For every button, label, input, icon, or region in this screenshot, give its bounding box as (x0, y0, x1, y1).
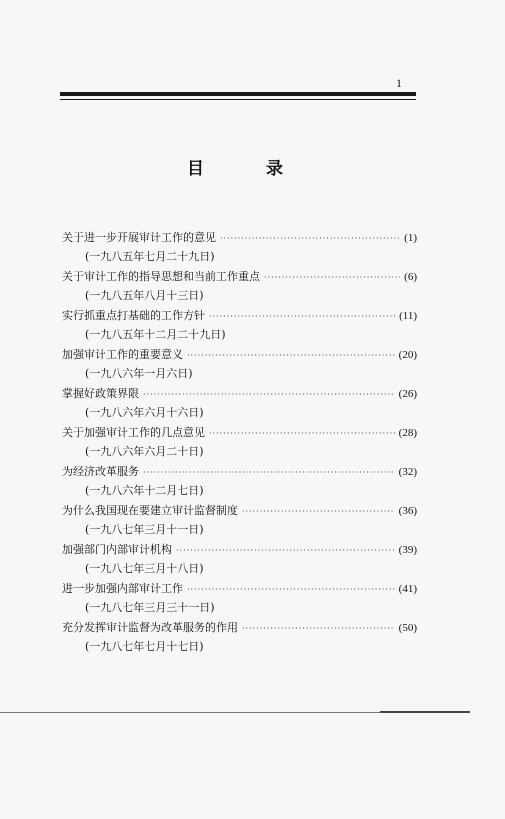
toc-entry-date: (一九八六年一月六日) (85, 367, 193, 380)
dot-leader (143, 463, 395, 482)
toc-entry[interactable] (62, 384, 417, 423)
page-title: 目 录 (187, 159, 311, 179)
toc-entry[interactable] (62, 579, 417, 618)
toc-entry-line (62, 306, 417, 325)
toc-entry-page: (50) (398, 622, 417, 634)
toc-entry-title: 掌握好政策界限 (62, 387, 139, 400)
toc-entry-line (62, 267, 417, 286)
toc-entry-date: (一九八七年三月十一日) (85, 523, 204, 536)
toc-entry-page: (36) (398, 505, 417, 517)
toc-entry[interactable] (62, 267, 417, 306)
table-of-contents (62, 228, 417, 657)
toc-entry-page: (39) (398, 544, 417, 556)
dot-leader (209, 307, 395, 326)
toc-entry-title: 为什么我国现在要建立审计监督制度 (62, 504, 238, 517)
toc-entry-line (62, 501, 417, 520)
toc-entry-title: 关于进一步开展审计工作的意见 (62, 231, 216, 244)
toc-entry[interactable] (62, 306, 417, 345)
toc-entry[interactable] (62, 462, 417, 501)
toc-entry-page: (20) (398, 349, 417, 361)
dot-leader (209, 424, 395, 443)
toc-entry-date: (一九八七年三月十八日) (85, 562, 204, 575)
dot-leader (264, 268, 400, 287)
toc-entry-title: 实行抓重点打基础的工作方针 (62, 309, 205, 322)
toc-entry-date: (一九八六年六月十六日) (85, 406, 204, 419)
dot-leader (220, 229, 400, 248)
toc-entry-line (62, 228, 417, 247)
toc-entry[interactable] (62, 228, 417, 267)
toc-entry-line (62, 345, 417, 364)
toc-entry-title: 关于加强审计工作的几点意见 (62, 426, 205, 439)
toc-entry-line (62, 462, 417, 481)
toc-entry-date: (一九八五年十二月二十九日) (85, 328, 226, 341)
toc-entry-title: 进一步加强内部审计工作 (62, 582, 183, 595)
toc-entry-page: (32) (398, 466, 417, 478)
toc-entry[interactable] (62, 501, 417, 540)
toc-entry[interactable] (62, 540, 417, 579)
toc-entry-page: (11) (399, 310, 417, 322)
toc-entry-title: 加强部门内部审计机构 (62, 543, 172, 556)
toc-entry-title: 关于审计工作的指导思想和当前工作重点 (62, 270, 260, 283)
toc-entry-title: 为经济改革服务 (62, 465, 139, 478)
dot-leader (176, 541, 395, 560)
dot-leader (242, 502, 395, 521)
toc-entry[interactable] (62, 618, 417, 657)
dot-leader (143, 385, 395, 404)
toc-entry[interactable] (62, 423, 417, 462)
toc-entry-line (62, 540, 417, 559)
toc-entry-date: (一九八七年七月十七日) (85, 640, 204, 653)
toc-entry-date: (一九八六年六月二十日) (85, 445, 204, 458)
toc-entry-date: (一九八七年三月三十一日) (85, 601, 215, 614)
toc-entry-line (62, 423, 417, 442)
toc-entry-page: (41) (398, 583, 417, 595)
toc-entry-page: (1) (404, 232, 417, 244)
toc-entry-date: (一九八五年八月十三日) (85, 289, 204, 302)
toc-entry-title: 充分发挥审计监督为改革服务的作用 (62, 621, 238, 634)
page-number: 1 (396, 76, 402, 90)
dot-leader (187, 346, 395, 365)
toc-entry-date: (一九八六年十二月七日) (85, 484, 204, 497)
toc-entry-date: (一九八五年七月二十九日) (85, 250, 215, 263)
header-rule-thick (60, 92, 416, 96)
toc-entry-title: 加强审计工作的重要意义 (62, 348, 183, 361)
toc-entry[interactable] (62, 345, 417, 384)
bottom-rule-dark (380, 711, 470, 713)
dot-leader (242, 619, 395, 638)
toc-entry-line (62, 384, 417, 403)
header-rule-thin (60, 99, 416, 100)
toc-entry-line (62, 618, 417, 637)
toc-entry-page: (6) (404, 271, 417, 283)
toc-entry-line (62, 579, 417, 598)
toc-entry-page: (26) (398, 388, 417, 400)
toc-entry-page: (28) (398, 427, 417, 439)
dot-leader (187, 580, 395, 599)
